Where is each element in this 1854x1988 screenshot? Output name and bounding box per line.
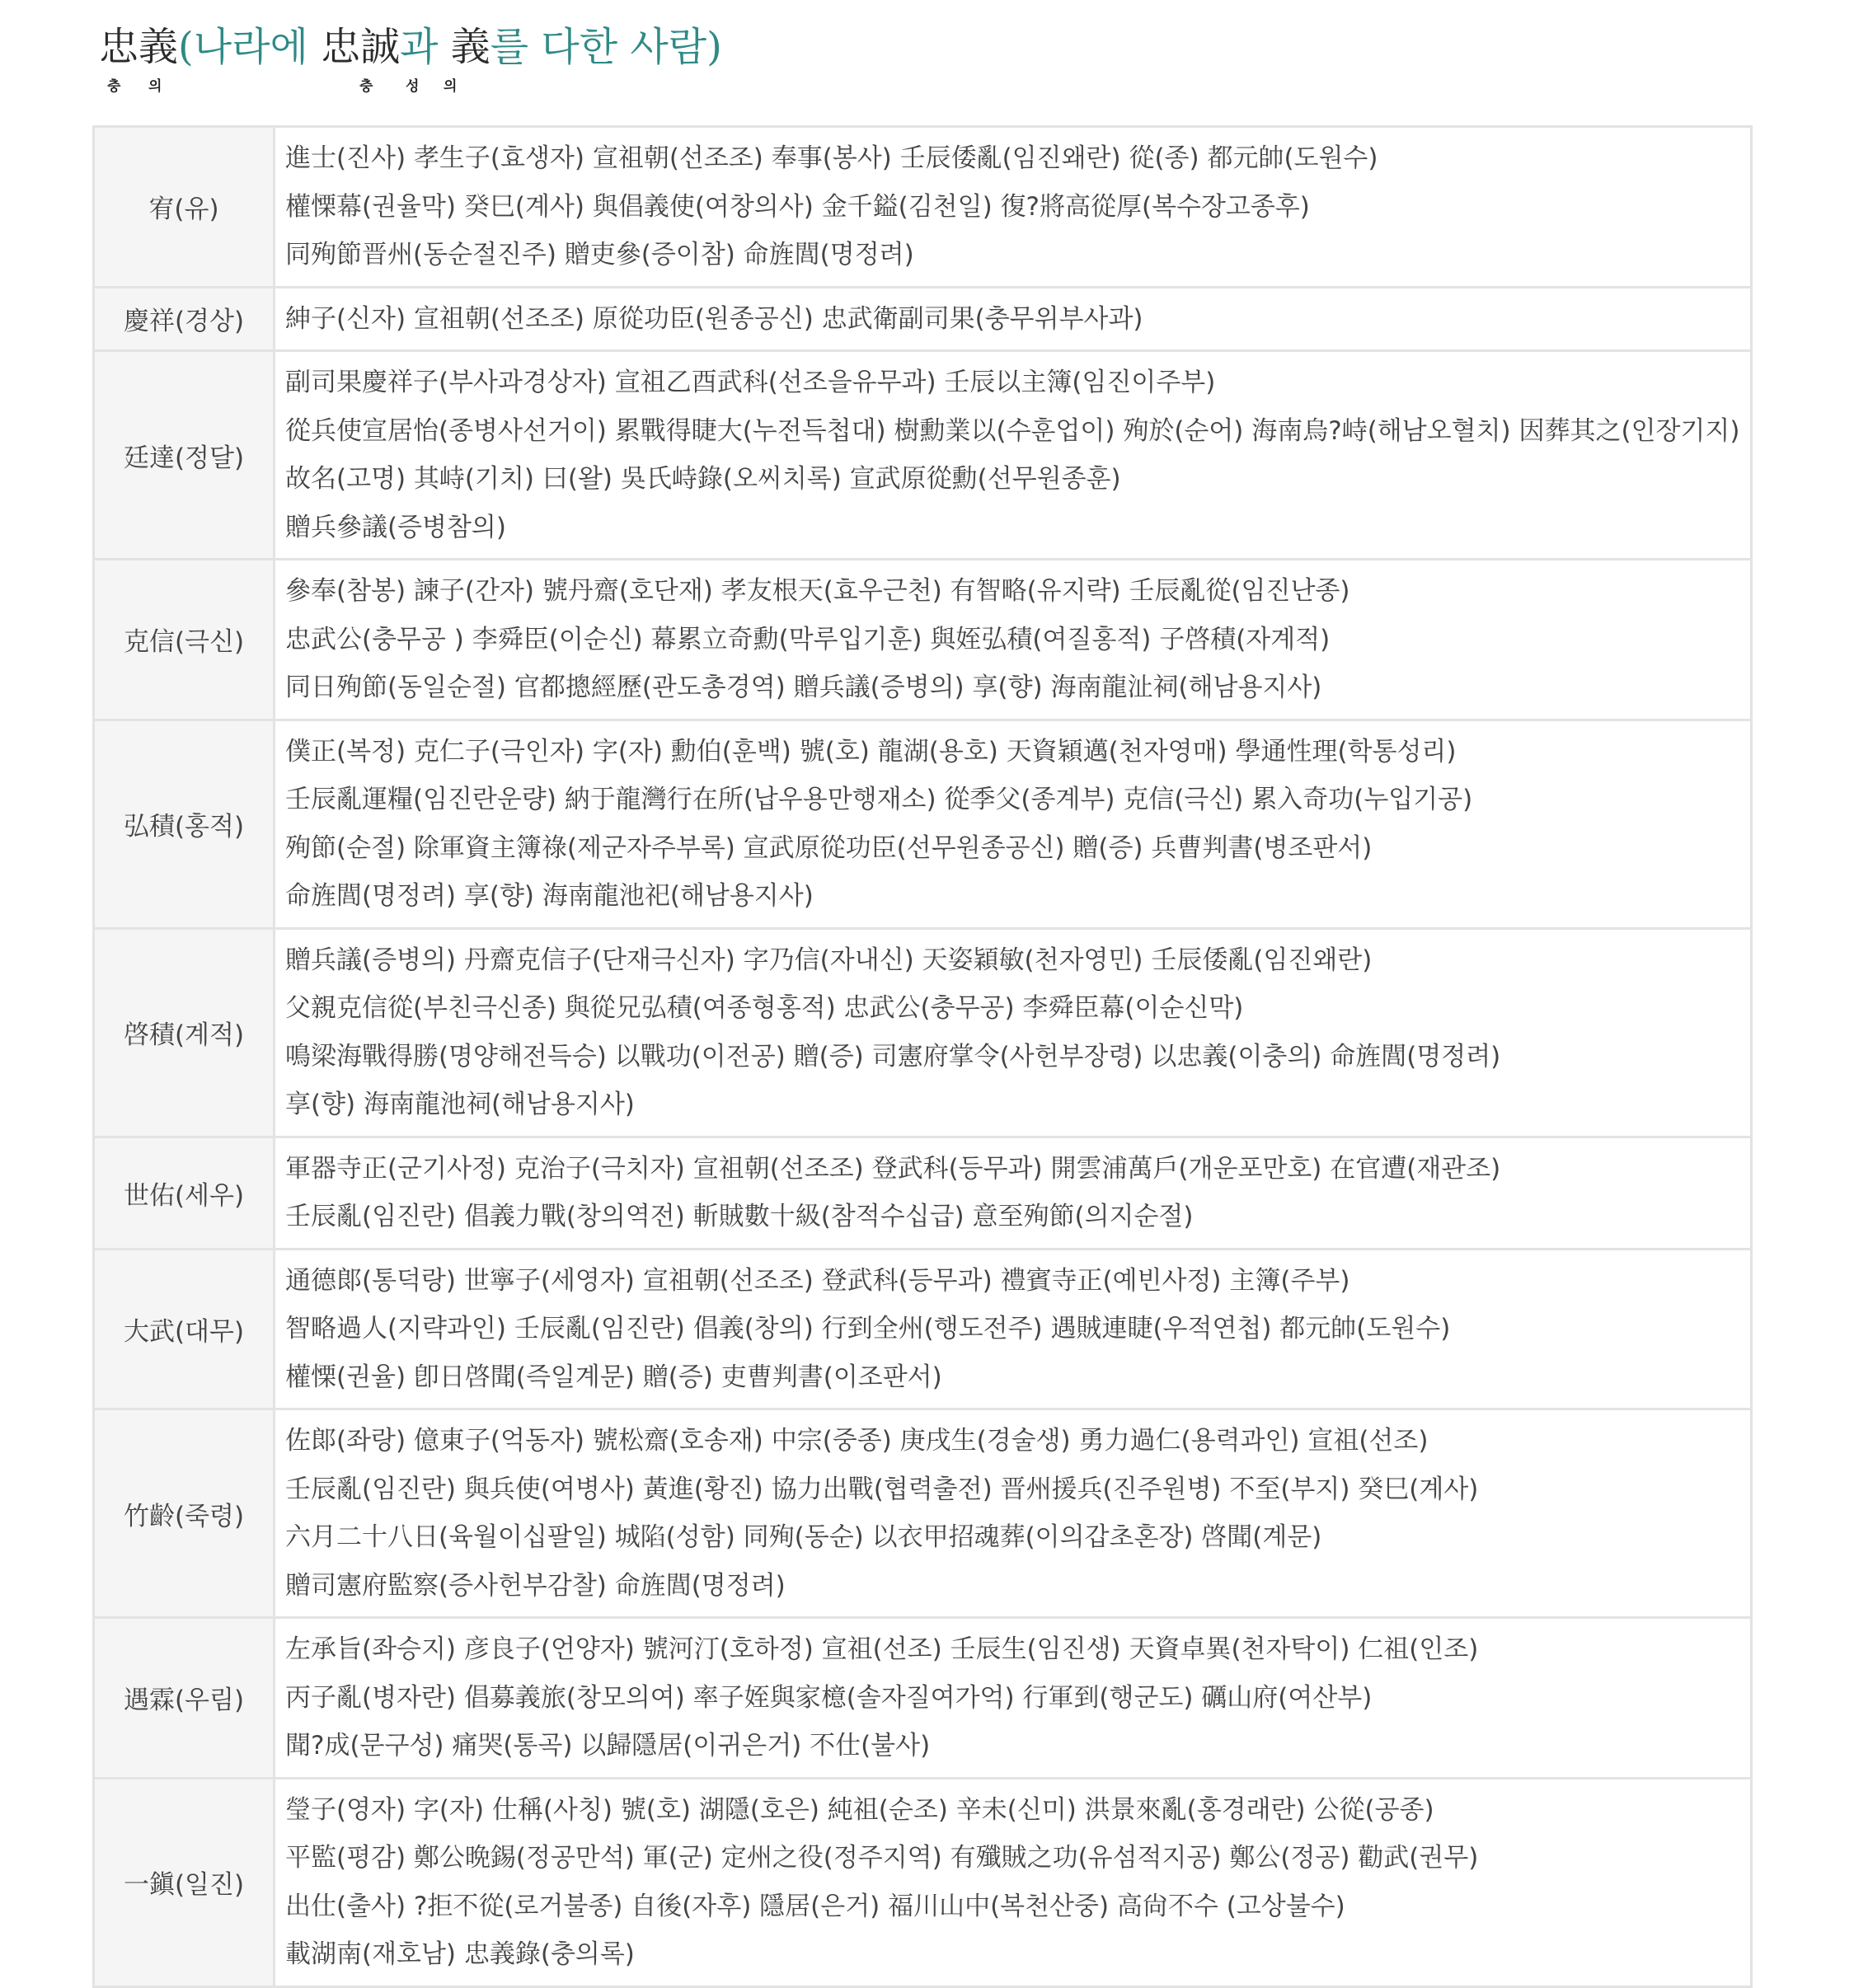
- description-line: 命旌閭(명정려) 享(향) 海南龍池祀(해남용지사): [285, 881, 814, 911]
- person-name: 大武(대무): [94, 1249, 275, 1409]
- person-name: 世佑(세우): [94, 1137, 275, 1249]
- description-line: 參奉(참봉) 諫子(간자) 號丹齋(호단재) 孝友根天(효우근천) 有智略(유지략) 壬辰亂從(임진난종): [285, 576, 1350, 606]
- person-name: 竹齡(죽령): [94, 1409, 275, 1618]
- person-description: [275, 1778, 1752, 1986]
- description-line: 軍器寺正(군기사정) 克治子(극치자) 宣祖朝(선조조) 登武科(등무과) 開雲浦萬戶(개운포만호) 在官遭(재관조): [285, 1153, 1501, 1184]
- description-line: 副司果慶祥子(부사과경상자) 宣祖乙酉武科(선조을유무과) 壬辰以主簿(임진이주부): [285, 368, 1216, 397]
- description-line: 同日殉節(동일순절) 官都摠經歷(관도총경역) 贈兵議(증병의) 享(향) 海南龍沚祠(해남용지사): [285, 673, 1322, 702]
- title-hanja-chungseong: 忠誠: [321, 24, 401, 70]
- description-line: 權慄幕(권율막) 癸巳(계사) 與倡義使(여창의사) 金千鎰(김천일) 復?將高從厚(복수장고종후): [285, 191, 1310, 222]
- table-row: [94, 720, 1752, 928]
- reading-char: 충: [107, 78, 121, 95]
- person-description: [275, 928, 1752, 1137]
- description-line: 載湖南(재호남) 忠義錄(충의록): [285, 1939, 635, 1969]
- description-line: 父親克信從(부친극신종) 與從兄弘積(여종형홍적) 忠武公(충무공) 李舜臣幕(이순신막): [285, 993, 1244, 1023]
- description-line: 壬辰亂運糧(임진란운량) 納于龍灣行在所(납우용만행재소) 從季父(종계부) 克信(극신) 累入奇功(누입기공): [285, 785, 1473, 814]
- reading-char: 충: [359, 78, 373, 95]
- table-row: [94, 928, 1752, 1137]
- person-description: [275, 351, 1752, 560]
- person-name: 廷達(정달): [94, 351, 275, 560]
- title-hanja-ui: 義: [450, 24, 490, 70]
- person-name: 一鎭(일진): [94, 1778, 275, 1986]
- description-line: 平監(평감) 鄭公晩錫(정공만석) 軍(군) 定州之役(정주지역) 有殲賊之功(유섬적지공) 鄭公(정공) 勸武(권무): [285, 1843, 1479, 1873]
- person-description: [275, 287, 1752, 351]
- person-description: [275, 720, 1752, 928]
- description-line: 殉節(순절) 除軍資主簿祿(제군자주부록) 宣武原從功臣(선무원종공신) 贈(증) 兵曹判書(병조판서): [285, 832, 1373, 863]
- description-line: 紳子(신자) 宣祖朝(선조조) 原從功臣(원종공신) 忠武衛副司果(충무위부사과): [285, 303, 1143, 334]
- table-row: [94, 560, 1752, 720]
- person-description: [275, 560, 1752, 720]
- title-hangul-part2: 과: [400, 24, 451, 70]
- table-row: [94, 1618, 1752, 1779]
- loyal-persons-table: [92, 125, 1753, 1988]
- description-line: 從兵使宣居怡(종병사선거이) 累戰得睫大(누전득첩대) 樹勳業以(수훈업이) 殉於(순어) 海南烏?峙(해남오혈치) 因葬其之(인장기지) 故名(고명) 其峙(기치) 曰(왈) 吳氏峙錄(오씨치록) 宣武原從勳(선무원종훈): [285, 415, 1740, 494]
- description-line: 忠武公(충무공 ) 李舜臣(이순신) 幕累立奇勳(막루입기훈) 與姪弘積(여질홍적) 子啓積(자계적): [285, 624, 1331, 654]
- table-row: [94, 127, 1752, 288]
- title-hanja-chungui: 忠義: [99, 24, 179, 70]
- person-description: [275, 1137, 1752, 1249]
- description-line: 智略過人(지략과인) 壬辰亂(임진란) 倡義(창의) 行到全州(행도전주) 遇賊連睫(우적연첩) 都元帥(도원수): [285, 1314, 1451, 1343]
- description-line: 同殉節晋州(동순절진주) 贈吏參(증이참) 命旌閭(명정려): [285, 240, 914, 270]
- table-row: [94, 287, 1752, 351]
- title-reading-guide: [99, 74, 1253, 95]
- person-name: 遇霖(우림): [94, 1618, 275, 1779]
- description-line: 出仕(출사) ?拒不從(로거불종) 自後(자후) 隱居(은거) 福川山中(복천산중) 高尙不수 (고상불수): [285, 1891, 1345, 1921]
- table-row: [94, 1249, 1752, 1409]
- reading-char: 의: [444, 78, 458, 95]
- person-description: [275, 1409, 1752, 1618]
- description-line: 鳴梁海戰得勝(명양해전득승) 以戰功(이전공) 贈(증) 司憲府掌令(사헌부장령) 以忠義(이충의) 命旌閭(명정려): [285, 1041, 1501, 1071]
- title-hangul-part1: (나라에: [178, 24, 322, 70]
- description-line: 壬辰亂(임진란) 與兵使(여병사) 黃進(황진) 協力出戰(협력출전) 晋州援兵(진주원병) 不至(부지) 癸巳(계사): [285, 1474, 1479, 1504]
- table-body: [94, 127, 1752, 1987]
- description-line: 享(향) 海南龍池祠(해남용지사): [285, 1090, 635, 1119]
- person-name: 弘積(홍적): [94, 720, 275, 928]
- table-row: [94, 1778, 1752, 1986]
- description-line: 佐郞(좌랑) 億東子(억동자) 號松齋(호송재) 中宗(중종) 庚戌生(경술생) 勇力過仁(용력과인) 宣祖(선조): [285, 1426, 1429, 1456]
- description-line: 進士(진사) 孝生子(효생자) 宣祖朝(선조조) 奉事(봉사) 壬辰倭亂(임진왜란) 從(종) 都元帥(도원수): [285, 143, 1378, 173]
- table-row: [94, 351, 1752, 560]
- person-name: 克信(극신): [94, 560, 275, 720]
- description-line: 權慄(권율) 卽日啓聞(즉일계문) 贈(증) 吏曹判書(이조판서): [285, 1362, 942, 1392]
- description-line: 聞?成(문구성) 痛哭(통곡) 以歸隱居(이귀은거) 不仕(불사): [285, 1731, 931, 1761]
- description-line: 通德郞(통덕랑) 世寧子(세영자) 宣祖朝(선조조) 登武科(등무과) 禮賓寺正(예빈사정) 主簿(주부): [285, 1265, 1350, 1296]
- reading-char: 의: [148, 78, 162, 95]
- title-hangul-part3: 를 다한 사람): [490, 24, 722, 70]
- person-name: 慶祥(경상): [94, 287, 275, 351]
- person-name: 宥(유): [94, 127, 275, 288]
- person-name: 啓積(계적): [94, 928, 275, 1137]
- description-line: 六月二十八日(육월이십팔일) 城陷(성함) 同殉(동순) 以衣甲招魂葬(이의갑초혼장) 啓聞(계문): [285, 1522, 1322, 1552]
- description-line: 丙子亂(병자란) 倡募義旅(창모의여) 率子姪與家檍(솔자질여가억) 行軍到(행군도) 礪山府(여산부): [285, 1682, 1373, 1713]
- person-description: [275, 1618, 1752, 1779]
- description-line: 贈兵參議(증병참의): [285, 512, 506, 542]
- description-line: 左承旨(좌승지) 彦良子(언양자) 號河汀(호하정) 宣祖(선조) 壬辰生(임진생) 天資卓異(천자탁이) 仁祖(인조): [285, 1634, 1479, 1664]
- reading-char: 성: [406, 78, 420, 95]
- person-description: [275, 1249, 1752, 1409]
- page-title: [99, 20, 1253, 74]
- page-heading: [99, 20, 1253, 94]
- description-line: 僕正(복정) 克仁子(극인자) 字(자) 勳伯(훈백) 號(호) 龍湖(용호) 天資穎邁(천자영매) 學通性理(학통성리): [285, 736, 1457, 767]
- description-line: 贈兵議(증병의) 丹齋克信子(단재극신자) 字乃信(자내신) 天姿穎敏(천자영민) 壬辰倭亂(임진왜란): [285, 945, 1373, 975]
- description-line: 贈司憲府監察(증사헌부감찰) 命旌閭(명정려): [285, 1570, 786, 1601]
- description-line: 壬辰亂(임진란) 倡義力戰(창의역전) 斬賊數十級(참적수십급) 意至殉節(의지순절): [285, 1202, 1194, 1231]
- person-description: [275, 127, 1752, 288]
- table-row: [94, 1409, 1752, 1618]
- description-line: 瑩子(영자) 字(자) 仕稱(사칭) 號(호) 湖隱(호은) 純祖(순조) 辛未(신미) 洪景來亂(홍경래란) 公從(공종): [285, 1794, 1434, 1825]
- table-row: [94, 1137, 1752, 1249]
